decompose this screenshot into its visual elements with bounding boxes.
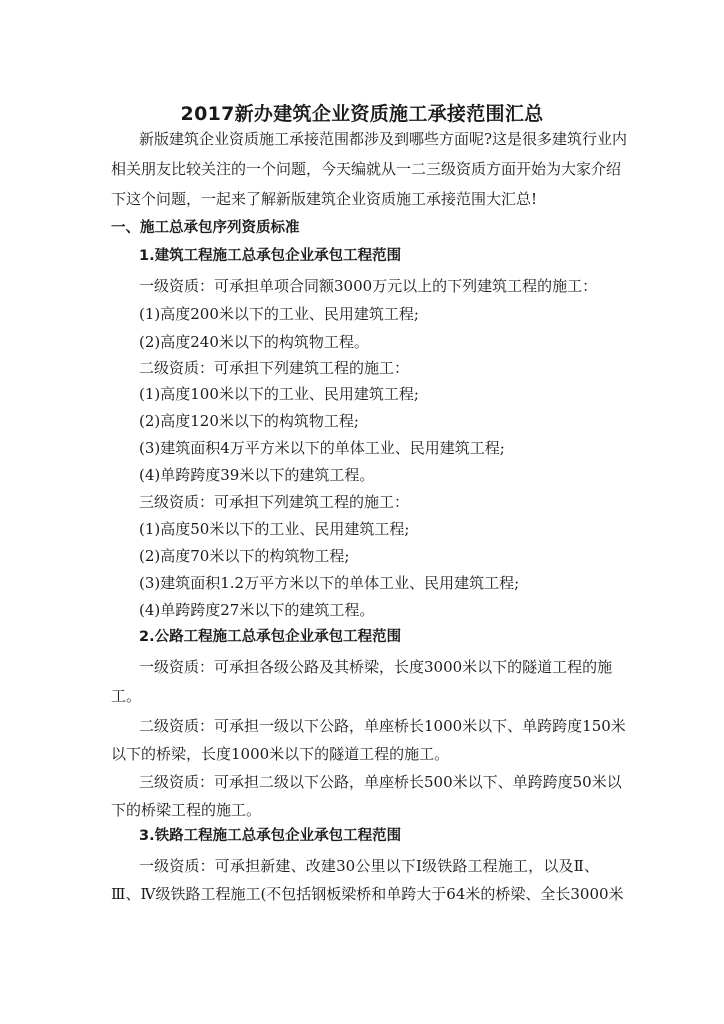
highway-grade1-line-2: 工。: [111, 687, 142, 705]
list-item: (2)高度70米以下的构筑物工程;: [139, 547, 350, 565]
list-item: (2)高度120米以下的构筑物工程;: [139, 412, 359, 430]
building-grade2-label: 二级资质：可承担下列建筑工程的施工：: [139, 359, 410, 377]
highway-grade2-line-1: 二级资质：可承担一级以下公路，单座桥长1000米以下、单跨跨度150米: [139, 717, 626, 735]
list-item: (3)建筑面积4万平方米以下的单体工业、民用建筑工程;: [139, 439, 505, 457]
building-grade3-label: 三级资质：可承担下列建筑工程的施工：: [139, 493, 410, 511]
subsection-heading-highway: 2.公路工程施工总承包企业承包工程范围: [139, 629, 402, 645]
subsection-heading-building: 1.建筑工程施工总承包企业承包工程范围: [139, 248, 402, 264]
building-grade1-label: 一级资质：可承担单项合同额3000万元以上的下列建筑工程的施工：: [139, 277, 598, 295]
highway-grade1-line-1: 一级资质：可承担各级公路及其桥梁，长度3000米以下的隧道工程的施: [139, 658, 613, 676]
list-item: (1)高度200米以下的工业、民用建筑工程;: [139, 305, 419, 323]
railway-grade1-line-2: Ⅲ、Ⅳ级铁路工程施工(不包括钢板梁桥和单跨大于64米的桥梁、全长3000米: [111, 885, 624, 903]
list-item: (4)单跨跨度39米以下的建筑工程。: [139, 466, 375, 484]
highway-grade3-line-1: 三级资质：可承担二级以下公路，单座桥长500米以下、单跨跨度50米以: [139, 773, 622, 791]
intro-line-3: 下这个问题，一起来了解新版建筑企业资质施工承接范围大汇总!: [111, 190, 538, 208]
list-item: (3)建筑面积1.2万平方米以下的单体工业、民用建筑工程;: [139, 574, 520, 592]
list-item: (1)高度50米以下的工业、民用建筑工程;: [139, 520, 410, 538]
section-heading: 一、施工总承包序列资质标准: [111, 220, 300, 236]
highway-grade2-line-2: 以下的桥梁，长度1000米以下的隧道工程的施工。: [111, 745, 450, 763]
railway-grade1-line-1: 一级资质：可承担新建、改建30公里以下Ⅰ级铁路工程施工，以及Ⅱ、: [139, 857, 599, 875]
list-item: (2)高度240米以下的构筑物工程。: [139, 333, 369, 351]
list-item: (4)单跨跨度27米以下的建筑工程。: [139, 601, 375, 619]
intro-line-2: 相关朋友比较关注的一个问题，今天编就从一二三级资质方面开始为大家介绍: [111, 160, 622, 178]
highway-grade3-line-2: 下的桥梁工程的施工。: [111, 801, 262, 819]
list-item: (1)高度100米以下的工业、民用建筑工程;: [139, 385, 419, 403]
document-title: 2017新办建筑企业资质施工承接范围汇总: [180, 103, 544, 125]
subsection-heading-railway: 3.铁路工程施工总承包企业承包工程范围: [139, 828, 402, 844]
intro-line-1: 新版建筑企业资质施工承接范围都涉及到哪些方面呢?这是很多建筑行业内: [139, 130, 628, 148]
